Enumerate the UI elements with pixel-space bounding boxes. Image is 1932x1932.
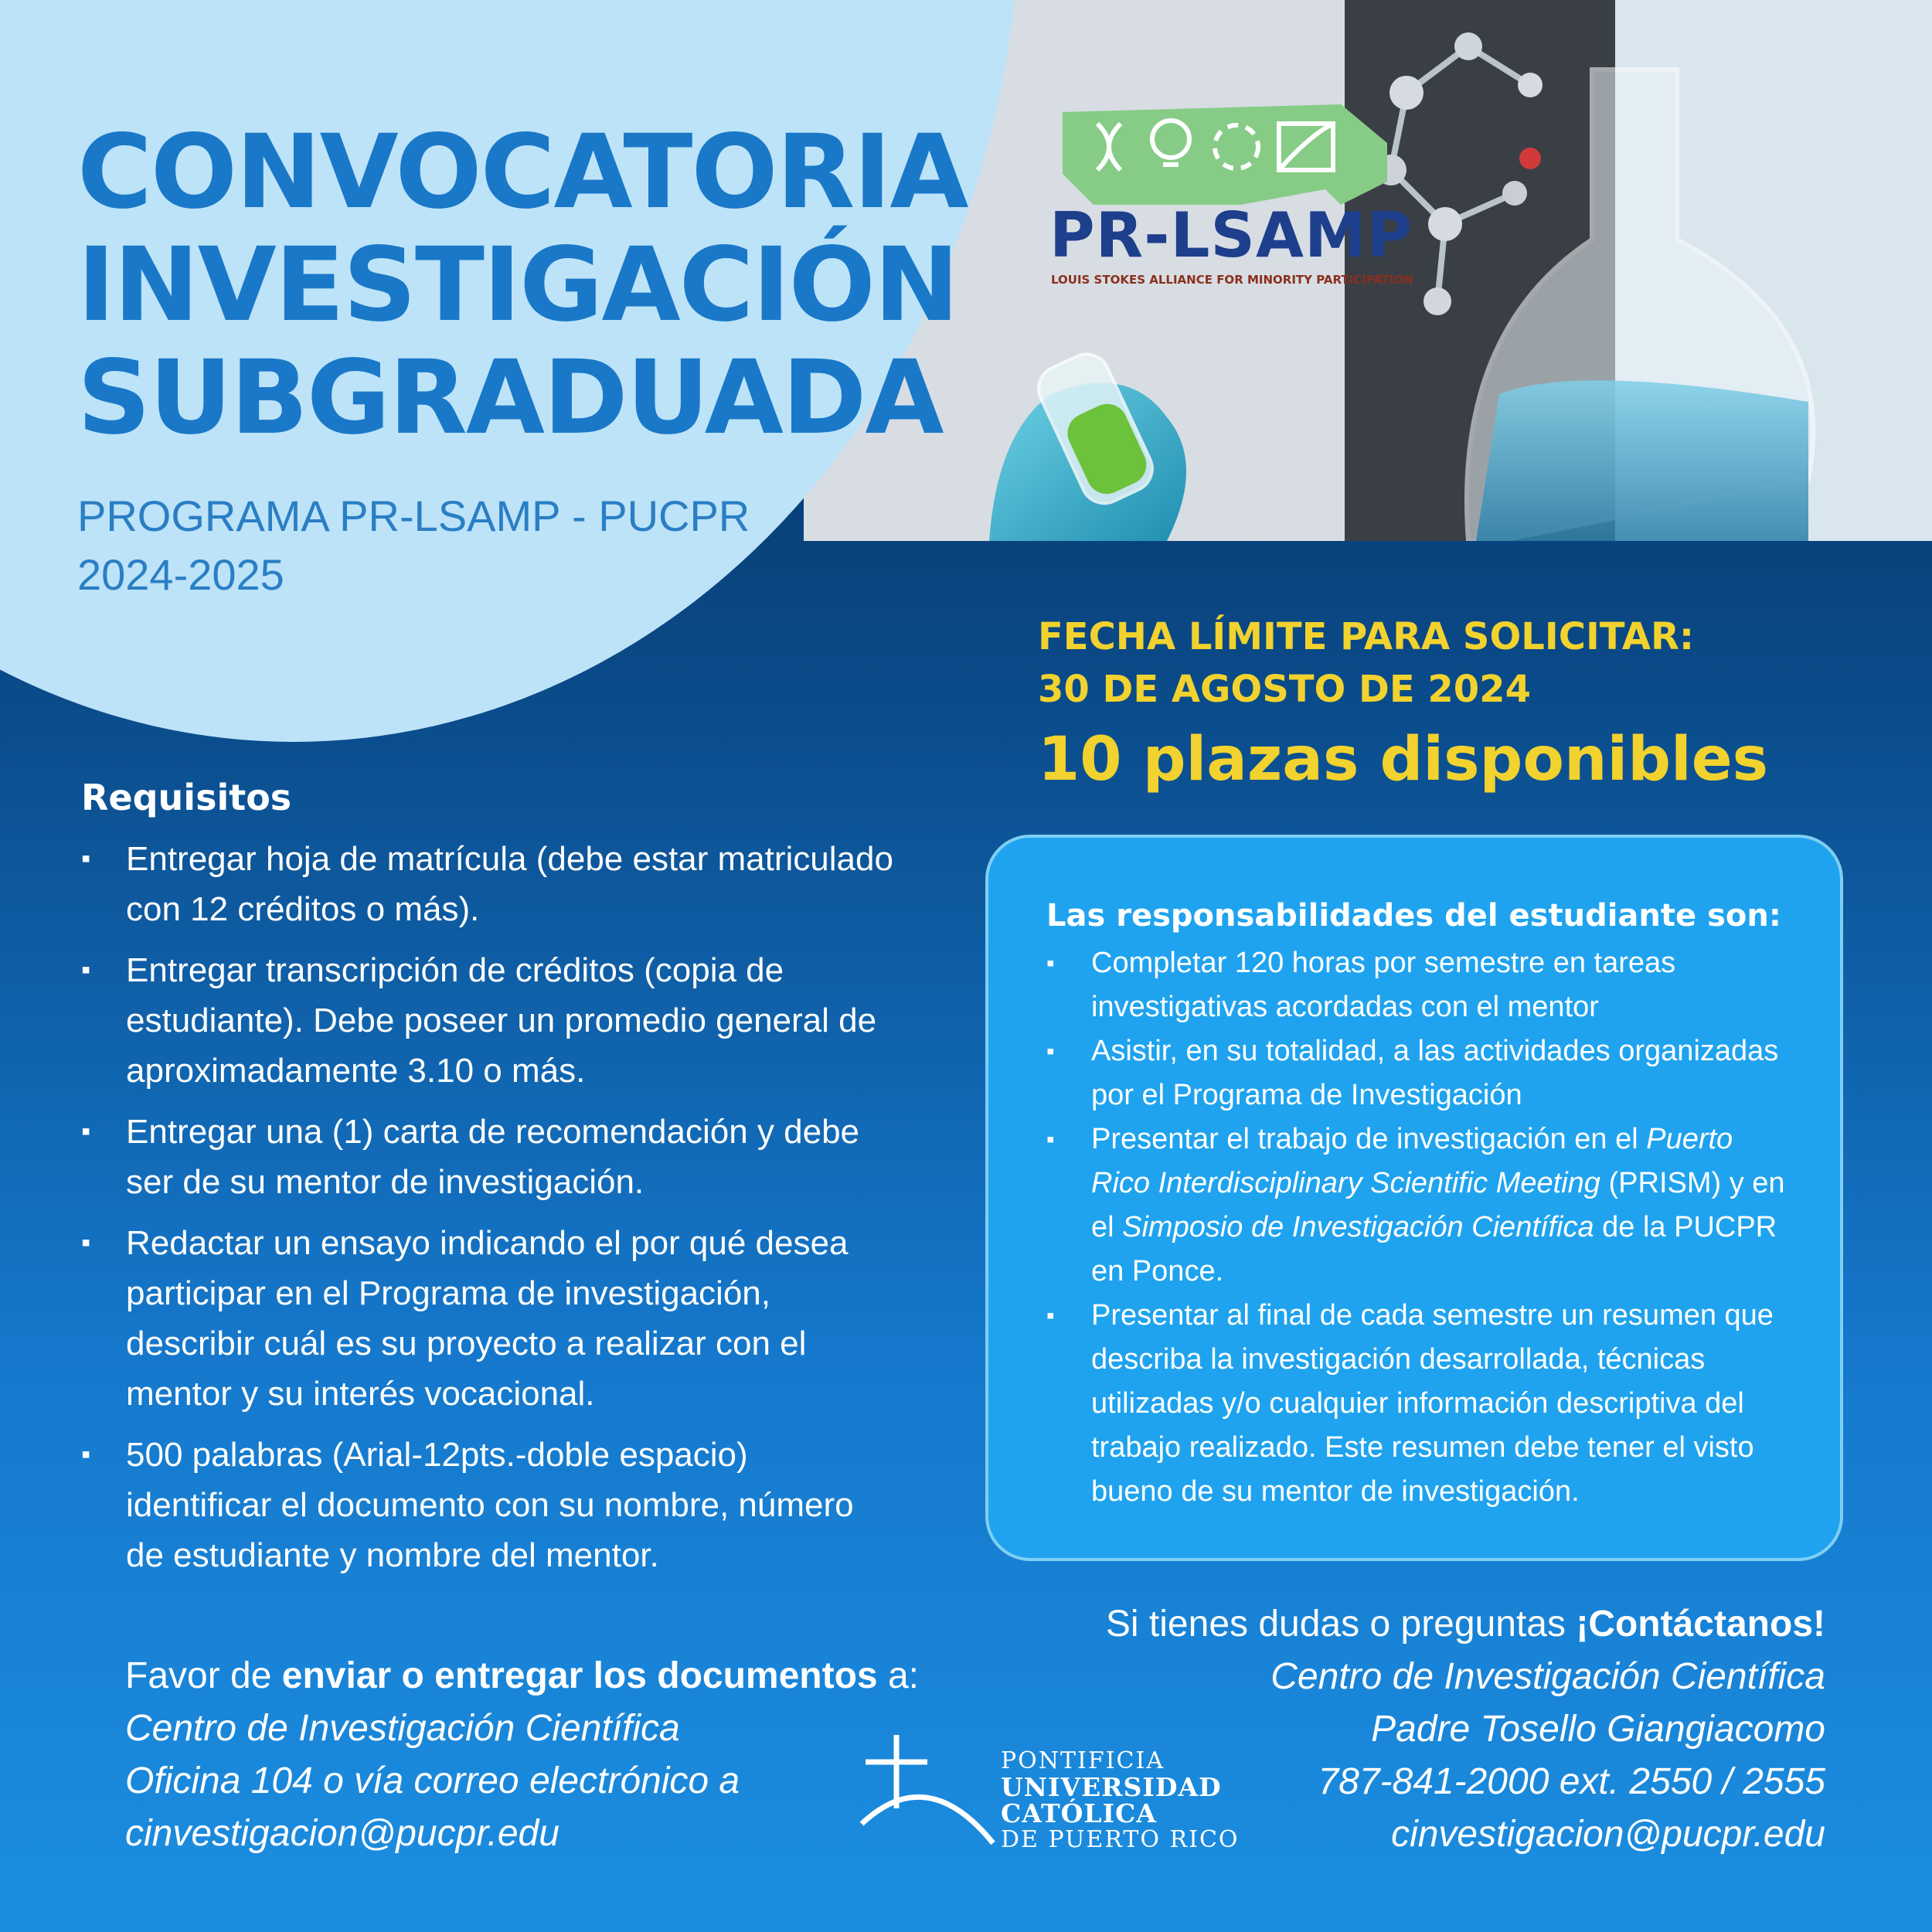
requirement-item: ▪ Entregar transcripción de créditos (copia de estudiante). Debe poseer un promedio general de aproximadamente 3.10 o más. [81,945,900,1096]
contact-phone-link[interactable]: 787-841-2000 ext. 2550 / 2555 [1318,1761,1825,1802]
requirement-item: ▪ Entregar una (1) carta de recomendación y debe ser de su mentor de investigación. [81,1107,900,1207]
program-name: PROGRAMA PR-LSAMP - PUCPR [77,492,750,540]
contact-line-1 [1106,1598,1825,1651]
requirement-item: ▪ 500 palabras (Arial-12pts.-doble espacio) identificar el documento con su nombre, número de estudiante y nombre del mentor. [81,1430,900,1580]
requirement-item: ▪ Entregar hoja de matrícula (debe estar matriculado con 12 créditos o más). [81,834,900,934]
prism-name: Puerto Rico Interdisciplinary Scientific Meeting [1091,1123,1733,1199]
program-years: 2024-2025 [77,550,284,599]
send-center: Centro de Investigación Científica [125,1708,680,1749]
responsibility-item: ▪ Completar 120 horas por semestre en tareas investigativas acordadas con el mentor [1046,941,1786,1029]
responsibilities-list [1046,941,1786,1514]
program-subtitle [77,487,750,604]
send-office: Oficina 104 o vía correo electrónico a [125,1760,740,1801]
deadline-label: FECHA LÍMITE PARA SOLICITAR: [1038,615,1695,658]
responsibilities-title: Las responsabilidades del estudiante son: [1046,898,1781,934]
send-email-link[interactable]: cinvestigacion@pucpr.edu [125,1813,560,1854]
responsibility-item: ▪ Presentar al final de cada semestre un resumen que describa la investigación desarrollada, técnicas utilizadas y/o cualquier información descriptiva del trabajo realizado. Este resumen debe tener el visto bueno de su mentor de investigación. [1046,1294,1786,1514]
requirement-item: ▪ Redactar un ensayo indicando el por qué desea participar en el Programa de investigación, describir cuál es su proyecto a realizar con el mentor y su interés vocacional. [81,1218,900,1419]
contact-block [1106,1598,1825,1861]
deadline-date: 30 DE AGOSTO DE 2024 [1038,668,1531,711]
contact-person: Padre Tosello Giangiacomo [1371,1709,1825,1750]
lsamp-name: PR-LSAMP [1049,199,1413,271]
university-line-4: DE PUERTO RICO [1001,1826,1240,1853]
title-line-3: SUBGRADUADA [77,338,943,457]
send-instructions [125,1650,919,1860]
available-spots: 10 plazas disponibles [1038,725,1769,794]
contact-center: Centro de Investigación Científica [1270,1656,1825,1697]
deadline-block [1038,611,1694,716]
title-line-1: CONVOCATORIA [77,113,968,232]
symposium-name: Simposio de Investigación Científica [1122,1211,1594,1243]
requirements-title: Requisitos [81,777,292,818]
university-line-3: CATÓLICA [1001,1798,1157,1828]
contact-prefix: Si tienes dudas o preguntas [1105,1604,1577,1645]
university-line-1: PONTIFICIA [1001,1747,1165,1774]
contact-email-link[interactable]: cinvestigacion@pucpr.edu [1391,1814,1825,1855]
responsibility-item: ▪ Asistir, en su totalidad, a las actividades organizadas por el Programa de Investigación [1046,1029,1786,1117]
lsamp-subtitle: LOUIS STOKES ALLIANCE FOR MINORITY PARTICIPATION [1051,273,1413,287]
send-bold: enviar o entregar los documentos [281,1655,878,1696]
page-title [77,113,968,457]
requirements-section [81,777,900,1591]
send-suffix: a: [877,1655,919,1696]
university-line-2: UNIVERSIDAD [1001,1772,1222,1802]
requirements-list [81,834,900,1580]
responsibility-text: Presentar el trabajo de investigación en el [1091,1123,1647,1155]
title-line-2: INVESTIGACIÓN [77,226,958,345]
responsibility-text: de la PUCPR en Ponce. [1091,1211,1777,1287]
responsibility-text: (PRISM) y en el [1091,1167,1785,1243]
send-prefix: Favor de [125,1655,282,1696]
contact-cta: ¡Contáctanos! [1576,1604,1825,1645]
send-line-1 [125,1650,919,1702]
responsibility-item [1046,1117,1786,1294]
responsibilities-box [985,835,1843,1561]
